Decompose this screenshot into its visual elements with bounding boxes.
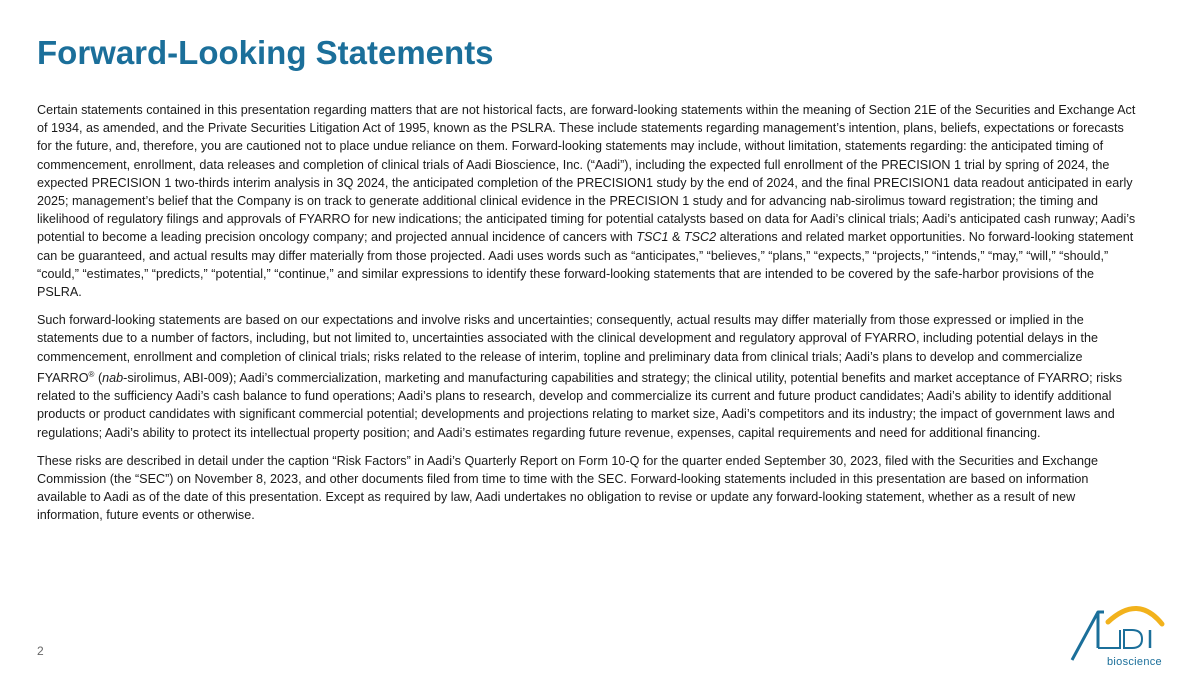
paragraph-2-text-end: -sirolimus, ABI-009); Aadi’s commercialization, marketing and manufacturing capabilities and strategy; the clinical utility, potential benefits and market acceptance of FYARRO; risks related to the sufficiency Aadi’s cash balance to fund operations; Aadi’s plans to research, develop and commercialize its current and future product candidates; Aadi’s ability to identify additional products or product candidates with significant commercial potential; developments and projections relating to market size, Aadi’s competitors and its industry; the impact of government laws and regulations; Aadi’s ability to protect its intellectual property position; and Aadi’s estimates regarding future revenue, expenses, capital requirements and need for additional financing. xyxy=(37,371,1123,440)
logo-letter-d xyxy=(1124,630,1142,648)
gene-tsc2: TSC2 xyxy=(683,230,717,245)
paragraph-1-text-end: alterations and related market opportunities. No forward-looking statement can be guaranteed, and actual results may differ materially from those projected. Aadi uses words such as “anticipates,” “believes,” “plans,” “expects,” “projects,” “intends,” “may,” “will,” “should,” “could,” “estimates,” “predicts,” “potential,” “continue,” and similar expressions to identify these forward-looking statements that are intended to be covered by the safe-harbor provisions of the PSLRA. xyxy=(37,230,1134,300)
paragraph-1-text: Certain statements contained in this presentation regarding matters that are not historical facts, are forward-looking statements within the meaning of Section 21E of the Securities and Exchange Act of 1934, as amended, and the Private Securities Litigation Act of 1995, known as the PSLRA. These include statements regarding management’s intention, plans, beliefs, expectations or forecasts for the future, and, therefore, you are cautioned not to place undue reliance on them. Forward-looking statements may include, without limitation, statements regarding: the anticipated timing of commencement, enrollment, data releases and completion of clinical trials of Aadi Bioscience, Inc. (“Aadi”), including the expected full enrollment of the PRECISION 1 trial by spring of 2024, the expected PRECISION 1 two-thirds interim analysis in 3Q 2024, the anticipated completion of the PRECISION1 study by the end of 2024, and the final PRECISION1 data readout anticipated in early 2025; management’s belief that the Company is on track to generate additional clinical evidence in the PRECISION 1 study and for advancing nab-sirolimus toward registration; the timing and likelihood of regulatory filings and approvals of FYARRO for new indications; the anticipated timing for potential catalysts based on data for Aadi’s clinical trials; Aadi’s anticipated cash runway; Aadi’s potential to become a leading precision oncology company; and projected annual incidence of cancers with xyxy=(37,103,1136,245)
paragraph-3: These risks are described in detail under the caption “Risk Factors” in Aadi’s Quarterly Report on Form 10-Q for the quarter ended September 30, 2023, filed with the Securities and Exchange Commission (the “SEC”) on November 8, 2023, and other documents filed from time to time with the SEC. Forward-looking statements included in this presentation are based on information available to Aadi as of the date of this presentation. Except as required by law, Aadi undertakes no obligation to revise or update any forward-looking statement, whether as a result of new information, future events or otherwise. xyxy=(37,453,1098,523)
body-text xyxy=(37,101,1137,535)
page-title: Forward-Looking Statements xyxy=(37,34,494,71)
registered-mark: ® xyxy=(88,369,95,379)
paragraph-1-amp: & xyxy=(668,230,684,245)
paragraph-2-text: Such forward-looking statements are based on our expectations and involve risks and uncertainties; consequently, actual results may differ materially from those expressed or implied in the statements due to a number of factors, including, but not limited to, uncertainties associated with the clinical development and regulatory approval of FYARRO, including potential delays in the commencement, enrollment and completion of clinical trials; risks related to the release of interim, topline and preliminary data from clinical trials; Aadi’s plans to develop and commercialize FYARRO xyxy=(37,313,1099,386)
logo-subtitle: bioscience xyxy=(1107,656,1162,668)
paragraph-2 xyxy=(37,311,1137,442)
nab-italic: nab xyxy=(102,371,124,386)
logo-arc xyxy=(1108,608,1162,624)
paragraph-1 xyxy=(37,101,1137,301)
page-number: 2 xyxy=(37,644,44,658)
gene-tsc1: TSC1 xyxy=(636,230,669,245)
paragraph-2-paren: ( xyxy=(94,371,103,386)
